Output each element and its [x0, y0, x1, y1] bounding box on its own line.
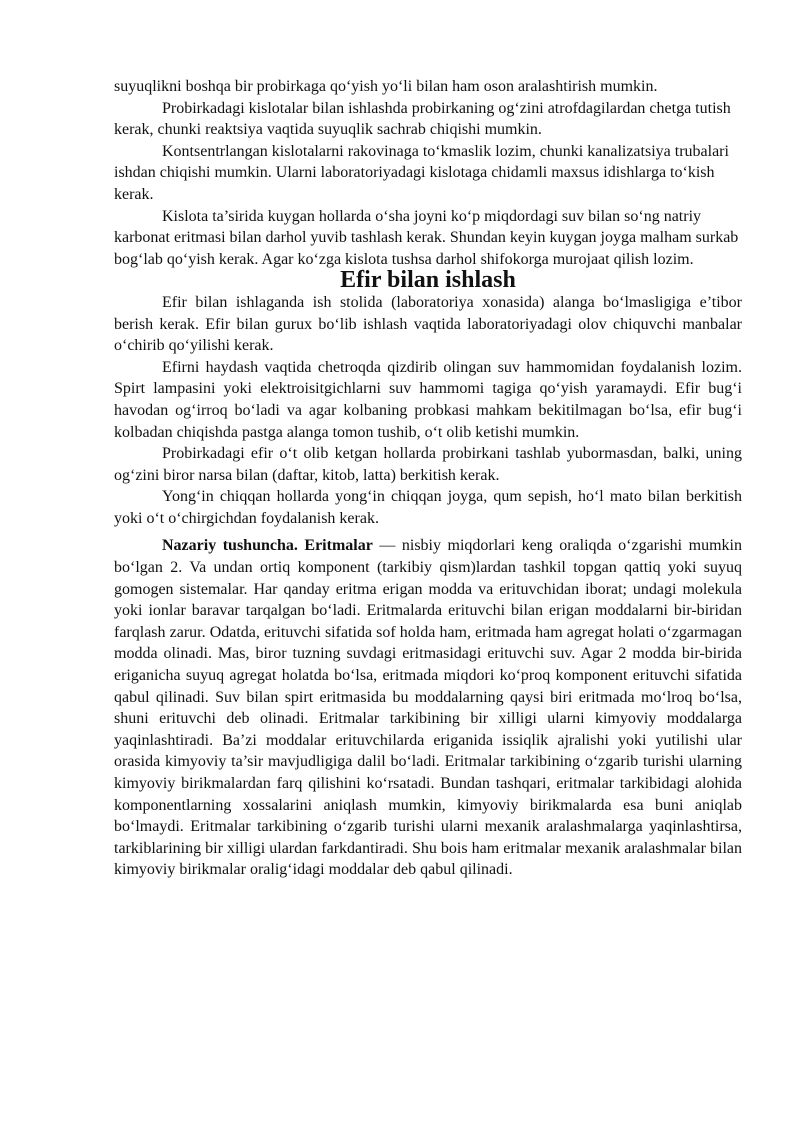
paragraph-ether-distillation: Efirni haydash vaqtida chetroqda qizdirib olingan suv hammomidan foydalanish lozim. Spirt lampasini yoki elektroisitgichlarni suv hammomi tagiga qo‘yish yaramaydi. Efir bug‘i havodan og‘irroq bo‘ladi va agar kolbaning probkasi mahkam bekitilmagan bo‘lsa, efir bug‘i kolbadan chiqishda pastga alanga tomon tushib, o‘t olib ketishi mumkin.: [114, 358, 742, 441]
paragraph-ether-flame: Efir bilan ishlaganda ish stolida (laboratoriya xonasida) alanga bo‘lmasligiga e’tibor berish kerak. Efir bilan gurux bo‘lib ishlash vaqtida laboratoriyadagi olov chiquvchi manbalar o‘chirib qo‘yilishi kerak.: [114, 293, 742, 355]
theory-definition: — nisbiy miqdorlari keng oraliqda o‘zgarishi mumkin bo‘lgan 2. Va undan ortiq komponent (tarkibiy qism)lardan tashkil topgan qattiq yoki suyuq gomogen sistemalar. Har qanday eritma erigan modda va erituvchidan iborat; undagi molekula yoki ionlar baravar tarqalgan bo‘ladi. Eritmalarda erituvchi bilan erigan moddalarni bir-biridan farqlash zarur. Odatda, erituvchi sifatida sof holda ham, eritmada ham agregat holati o‘zgarmagan modda olinadi. Mas, biror tuzning suvdagi eritmasidagi erituvchi suv. Agar 2 modda bir-birida eriganicha suyuq agregat holatda bo‘lsa, eritmada miqdori ko‘proq komponent erituvchi sifatida qabul qilinadi. Suv bilan spirt eritmasida bu moddalarning qaysi biri eritmada mo‘lroq bo‘lsa, shuni erituvchi deb olinadi. Eritmalar tarkibining bir xilligi ularni kimyoviy moddalarga yaqinlashtiradi. Ba’zi moddalar erituvchilarda eriganida issiqlik ajralishi yoki yutilishi ular orasida kimyoviy ta’sir mavjudligiga dalil bo‘ladi. Eritmalar tarkibining o‘zgarib turishi ularning kimyoviy birikmalardan farq qilishini ko‘rsatadi. Bundan tashqari, eritmalar tarkibidagi alohida komponentlarning xossalarini aniqlash mumkin, kimyoviy birikmalarda esa buni aniqlab bo‘lmaydi. Eritmalar tarkibining o‘zgarib turishi ularni mexanik aralashmalarga yaqinlashtirsa, tarkiblarining bir xilligi ulardan farkdantiradi. Shu bois ham eritmalar mexanik aralashmalar bilan kimyoviy birikmalar oralig‘idagi moddalar deb qabul qilinadi.: [114, 537, 742, 879]
document-page: [114, 76, 742, 881]
theory-term: Nazariy tushuncha. Eritmalar: [162, 537, 373, 555]
paragraph-fire-extinguish: Yong‘in chiqqan hollarda yong‘in chiqqan joyga, qum sepish, ho‘l mato bilan berkitish yoki o‘t o‘chirgichdan foydalanish kerak.: [114, 488, 742, 527]
paragraph-continuation: suyuqlikni boshqa bir probirkaga qo‘yish yo‘li bilan ham oson aralashtirish mumkin.: [114, 78, 658, 95]
paragraph-acid-handling: Probirkadagi kislotalar bilan ishlashda probirkaning og‘zini atrofdagilardan chetga tutish kerak, chunki reaktsiya vaqtida suyuqlik sachrab chiqishi mumkin.: [114, 99, 731, 139]
paragraph-concentrated-acids: Kontsentrlangan kislotalarni rakovinaga to‘kmaslik lozim, chunki kanalizatsiya trubalari ishdan chiqishi mumkin. Ularni laboratoriyadagi kislotaga chidamli maxsus idishlarga to‘kish kerak.: [114, 142, 729, 203]
section-heading-ether: Efir bilan ishlash: [340, 267, 516, 294]
paragraph-ether-fire-tube: Probirkadagi efir o‘t olib ketgan hollarda probirkani tashlab yubormasdan, balki, uning og‘zini biror narsa bilan (daftar, kitob, latta) berkitish kerak.: [114, 445, 742, 484]
paragraph-acid-burns: Kislota ta’sirida kuygan hollarda o‘sha joyni ko‘p miqdordagi suv bilan so‘ng natriy karbonat eritmasi bilan darhol yuvib tashlash kerak. Shundan keyin kuygan joyga malham surkab bog‘lab qo‘yish kerak. Agar ko‘zga kislota tushsa darhol shifokorga murojaat qilish lozim.: [114, 207, 739, 268]
paragraph-solutions-theory: [114, 535, 742, 881]
